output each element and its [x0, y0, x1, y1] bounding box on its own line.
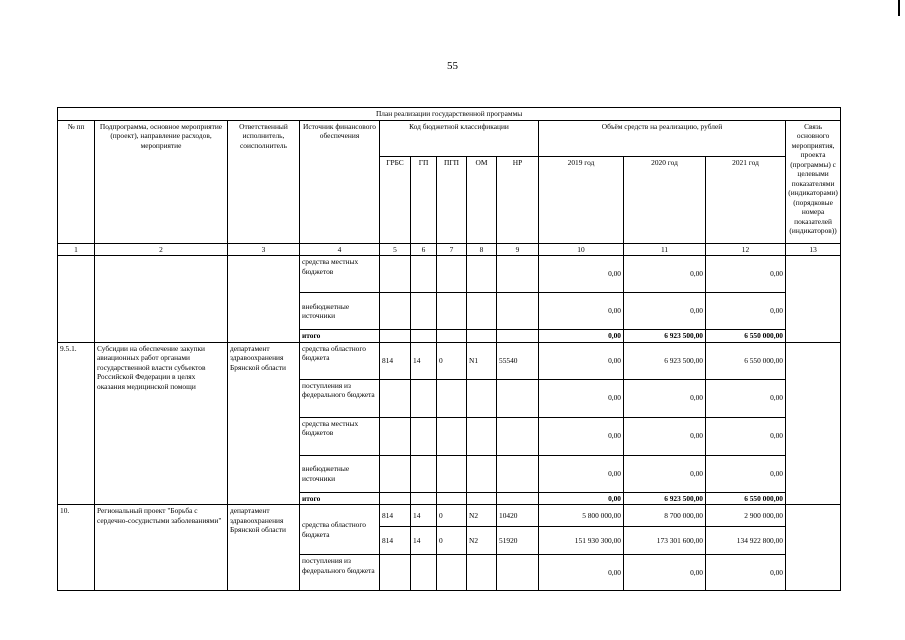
table-row	[58, 342, 841, 379]
value-2020: 0,00	[624, 293, 706, 330]
subprogram-cell: Региональный проект "Борьба с сердечно-сосудистыми заболеваниями"	[95, 505, 228, 591]
num-cell: 9.5.1.	[58, 342, 95, 505]
om-cell: N1	[467, 342, 497, 379]
value-2019: 0,00	[539, 492, 624, 505]
grbs-cell: 814	[380, 527, 411, 555]
column-number: 1	[58, 243, 95, 256]
subprogram-cell	[95, 256, 228, 343]
pgp-cell: 0	[437, 342, 467, 379]
column-number: 13	[786, 243, 841, 256]
value-2021: 0,00	[706, 455, 786, 492]
executor-cell	[228, 256, 300, 343]
header-gp: ГП	[411, 156, 437, 243]
source-cell: внебюджетные источники	[300, 293, 380, 330]
value-2021: 0,00	[706, 417, 786, 455]
gp-cell: 14	[411, 527, 437, 555]
nr-cell: 55540	[497, 342, 539, 379]
header-executor: Ответственный исполнитель, соисполнитель	[228, 120, 300, 243]
value-2019: 0,00	[539, 342, 624, 379]
executor-cell: департамент здравоохранения Брянской области	[228, 342, 300, 505]
grbs-cell: 814	[380, 342, 411, 379]
grbs-cell: 814	[380, 505, 411, 527]
header-link: Связь основного мероприятия, проекта (программы) с целевыми показателями (индикаторами) (порядковые номера показателей (индикаторов))	[786, 120, 841, 243]
value-2020: 6 923 500,00	[624, 342, 706, 379]
gp-cell: 14	[411, 505, 437, 527]
num-cell: 10.	[58, 505, 95, 591]
value-2019: 0,00	[539, 293, 624, 330]
executor-cell: департамент здравоохранения Брянской области	[228, 505, 300, 591]
column-number: 2	[95, 243, 228, 256]
header-nr: НР	[497, 156, 539, 243]
column-number: 3	[228, 243, 300, 256]
header-2019: 2019 год	[539, 156, 624, 243]
nr-cell: 51920	[497, 527, 539, 555]
value-2020: 6 923 500,00	[624, 492, 706, 505]
column-number: 11	[624, 243, 706, 256]
table-title: План реализации государственной программы	[58, 108, 841, 121]
header-subprogram: Подпрограмма, основное мероприятие (проект), направление расходов, мероприятие	[95, 120, 228, 243]
value-2019: 0,00	[539, 330, 624, 343]
source-cell: средства местных бюджетов	[300, 417, 380, 455]
header-volume: Объём средств на реализацию, рублей	[539, 120, 786, 156]
column-number: 5	[380, 243, 411, 256]
link-cell	[786, 342, 841, 505]
column-number: 4	[300, 243, 380, 256]
source-cell: средства областного бюджета	[300, 505, 380, 555]
value-2019: 151 930 300,00	[539, 527, 624, 555]
link-cell	[786, 505, 841, 591]
header-source: Источник финансового обеспечения	[300, 120, 380, 243]
column-number: 9	[497, 243, 539, 256]
om-cell: N2	[467, 527, 497, 555]
value-2020: 8 700 000,00	[624, 505, 706, 527]
header-grbs: ГРБС	[380, 156, 411, 243]
pgp-cell: 0	[437, 505, 467, 527]
column-number: 6	[411, 243, 437, 256]
source-cell: итого	[300, 330, 380, 343]
source-cell: поступления из федерального бюджета	[300, 379, 380, 417]
source-cell: поступления из федерального бюджета	[300, 555, 380, 591]
subprogram-cell: Субсидии на обеспечение закупки авиационных работ органами государственной власти субъектов Российской Федерации в целях оказания медицинской помощи	[95, 342, 228, 505]
header-2020: 2020 год	[624, 156, 706, 243]
table-row	[58, 256, 841, 293]
header-num: № пп	[58, 120, 95, 243]
value-2021: 6 550 000,00	[706, 330, 786, 343]
value-2020: 0,00	[624, 417, 706, 455]
header-om: ОМ	[467, 156, 497, 243]
link-cell	[786, 256, 841, 343]
value-2020: 6 923 500,00	[624, 330, 706, 343]
source-cell: средства областного бюджета	[300, 342, 380, 379]
value-2021: 6 550 000,00	[706, 342, 786, 379]
column-number: 8	[467, 243, 497, 256]
value-2021: 134 922 800,00	[706, 527, 786, 555]
value-2021: 0,00	[706, 379, 786, 417]
value-2019: 0,00	[539, 256, 624, 293]
program-plan-table	[57, 107, 841, 591]
value-2021: 0,00	[706, 293, 786, 330]
value-2019: 0,00	[539, 417, 624, 455]
num-cell	[58, 256, 95, 343]
column-number: 12	[706, 243, 786, 256]
om-cell: N2	[467, 505, 497, 527]
source-cell: средства местных бюджетов	[300, 256, 380, 293]
source-cell: внебюджетные источники	[300, 455, 380, 492]
header-pgp: ПГП	[437, 156, 467, 243]
nr-cell: 10420	[497, 505, 539, 527]
value-2021: 2 900 000,00	[706, 505, 786, 527]
value-2019: 0,00	[539, 555, 624, 591]
value-2019: 0,00	[539, 379, 624, 417]
page-number: 55	[447, 60, 458, 72]
column-number: 10	[539, 243, 624, 256]
value-2019: 5 800 000,00	[539, 505, 624, 527]
header-2021: 2021 год	[706, 156, 786, 243]
value-2019: 0,00	[539, 455, 624, 492]
pgp-cell: 0	[437, 527, 467, 555]
gp-cell: 14	[411, 342, 437, 379]
value-2020: 0,00	[624, 379, 706, 417]
value-2021: 0,00	[706, 256, 786, 293]
value-2020: 0,00	[624, 555, 706, 591]
value-2020: 0,00	[624, 455, 706, 492]
table-row	[58, 505, 841, 527]
value-2020: 173 301 600,00	[624, 527, 706, 555]
source-cell: итого	[300, 492, 380, 505]
header-budget-code: Код бюджетной классификации	[380, 120, 539, 156]
value-2021: 0,00	[706, 555, 786, 591]
page-edge-mark	[898, 0, 900, 16]
column-number: 7	[437, 243, 467, 256]
value-2021: 6 550 000,00	[706, 492, 786, 505]
value-2020: 0,00	[624, 256, 706, 293]
